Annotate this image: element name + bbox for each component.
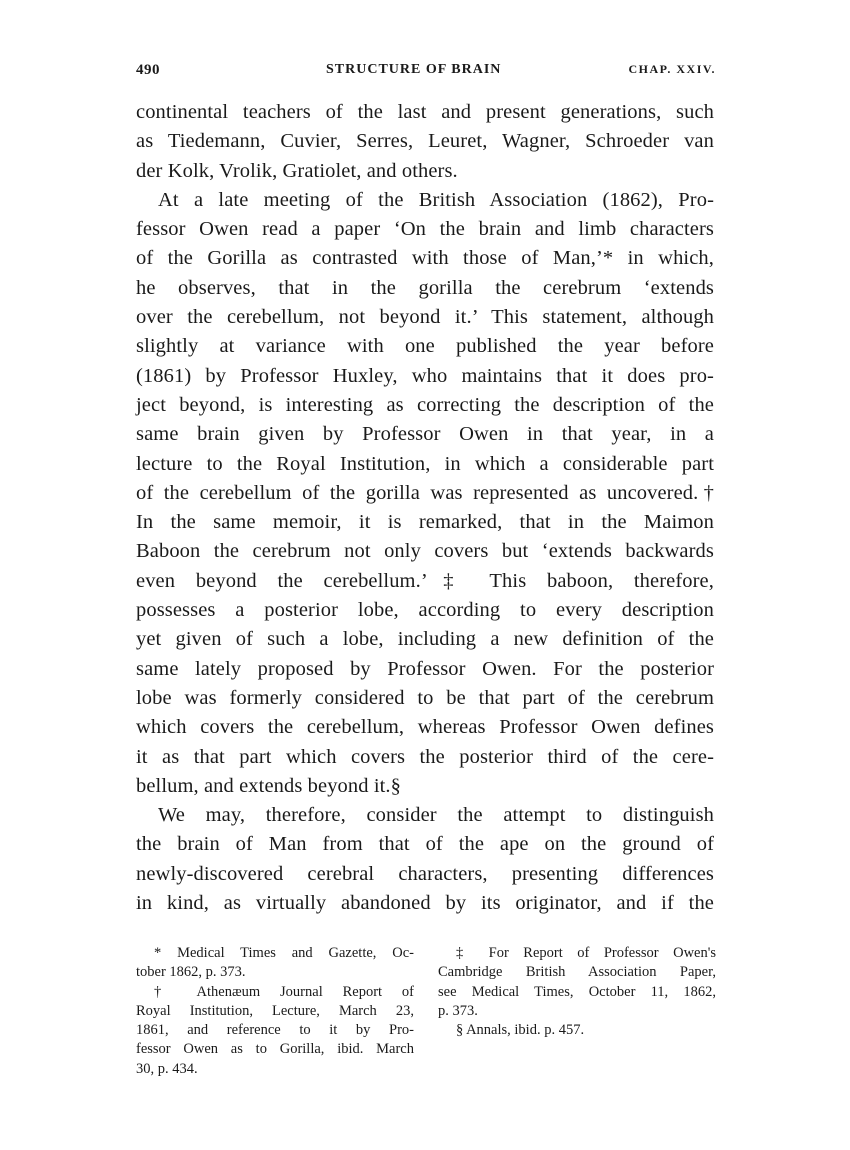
text-line: of the cerebellum of the gorilla was represented as uncovered.† [136,481,714,504]
chapter-label: CHAP. XXIV. [628,62,716,76]
footnote-line: fessor Owen as to Gorilla, ibid. March [136,1041,414,1058]
page-header [136,62,716,84]
text-line: lecture to the Royal Institution, in which a considerable part [136,452,714,475]
text-line: even beyond the cerebellum.’‡ This baboon, therefore, [136,569,714,592]
text-line: he observes, that in the gorilla the cerebrum ‘extends [136,276,714,299]
text-line: in kind, as virtually abandoned by its originator, and if the [136,892,714,915]
text-line: Baboon the cerebrum not only covers but ‘extends backwards [136,540,714,563]
footnote-line: * Medical Times and Gazette, Oc- [154,945,414,961]
text-line: yet given of such a lobe, including a new definition of the [136,628,714,651]
text-line: lobe was formerly considered to be that part of the cerebrum [136,686,714,709]
footnote-line: ‡ For Report of Professor Owen's [456,945,716,961]
footnotes-right-column [438,944,716,1040]
text-line: same brain given by Professor Owen in that year, in a [136,423,714,446]
text-line: In the same memoir, it is remarked, that in the Maimon [136,511,714,534]
text-line: it as that part which covers the posterior third of the cere- [136,745,714,768]
text-line: der Kolk, Vrolik, Gratiolet, and others. [136,159,458,182]
footnote-line: p. 373. [438,1002,478,1019]
text-line: over the cerebellum, not beyond it.’ This statement, although [136,306,714,329]
footnote-line: tober 1862, p. 373. [136,964,246,981]
text-line: as Tiedemann, Cuvier, Serres, Leuret, Wagner, Schroeder van [136,130,714,153]
footnote-line: 1861, and reference to it by Pro- [136,1022,414,1039]
text-line: which covers the cerebellum, whereas Professor Owen defines [136,716,714,739]
text-line: fessor Owen read a paper ‘On the brain and limb characters [136,218,714,241]
text-line: bellum, and extends beyond it.§ [136,774,401,797]
text-line: slightly at variance with one published the year before [136,335,714,358]
body-text [136,98,714,918]
text-line: continental teachers of the last and present generations, such [136,101,714,123]
text-line: We may, therefore, consider the attempt to distinguish [158,804,714,827]
footnote-line: § Annals, ibid. p. 457. [456,1022,585,1039]
text-line: (1861) by Professor Huxley, who maintains that it does pro- [136,364,714,387]
text-line: ject beyond, is interesting as correcting the description of the [136,393,714,416]
footnote-line: 30, p. 434. [136,1060,198,1077]
running-title: STRUCTURE OF BRAIN [326,62,502,77]
footnote-line: Cambridge British Association Paper, [438,964,716,981]
footnotes-left-column [136,944,414,1079]
text-line: the brain of Man from that of the ape on the ground of [136,833,714,856]
text-line: same lately proposed by Professor Owen. For the posterior [136,657,714,680]
footnote-line: † Athenæum Journal Report of [154,983,414,1000]
footnote-line: see Medical Times, October 11, 1862, [438,983,716,1000]
text-line: newly-discovered cerebral characters, presenting differences [136,862,714,885]
text-line: At a late meeting of the British Association (1862), Pro- [158,188,714,211]
page-number: 490 [136,62,160,78]
text-line: possesses a posterior lobe, according to every description [136,599,714,622]
footnote-line: Royal Institution, Lecture, March 23, [136,1002,414,1019]
text-line: of the Gorilla as contrasted with those of Man,’* in which, [136,247,714,270]
